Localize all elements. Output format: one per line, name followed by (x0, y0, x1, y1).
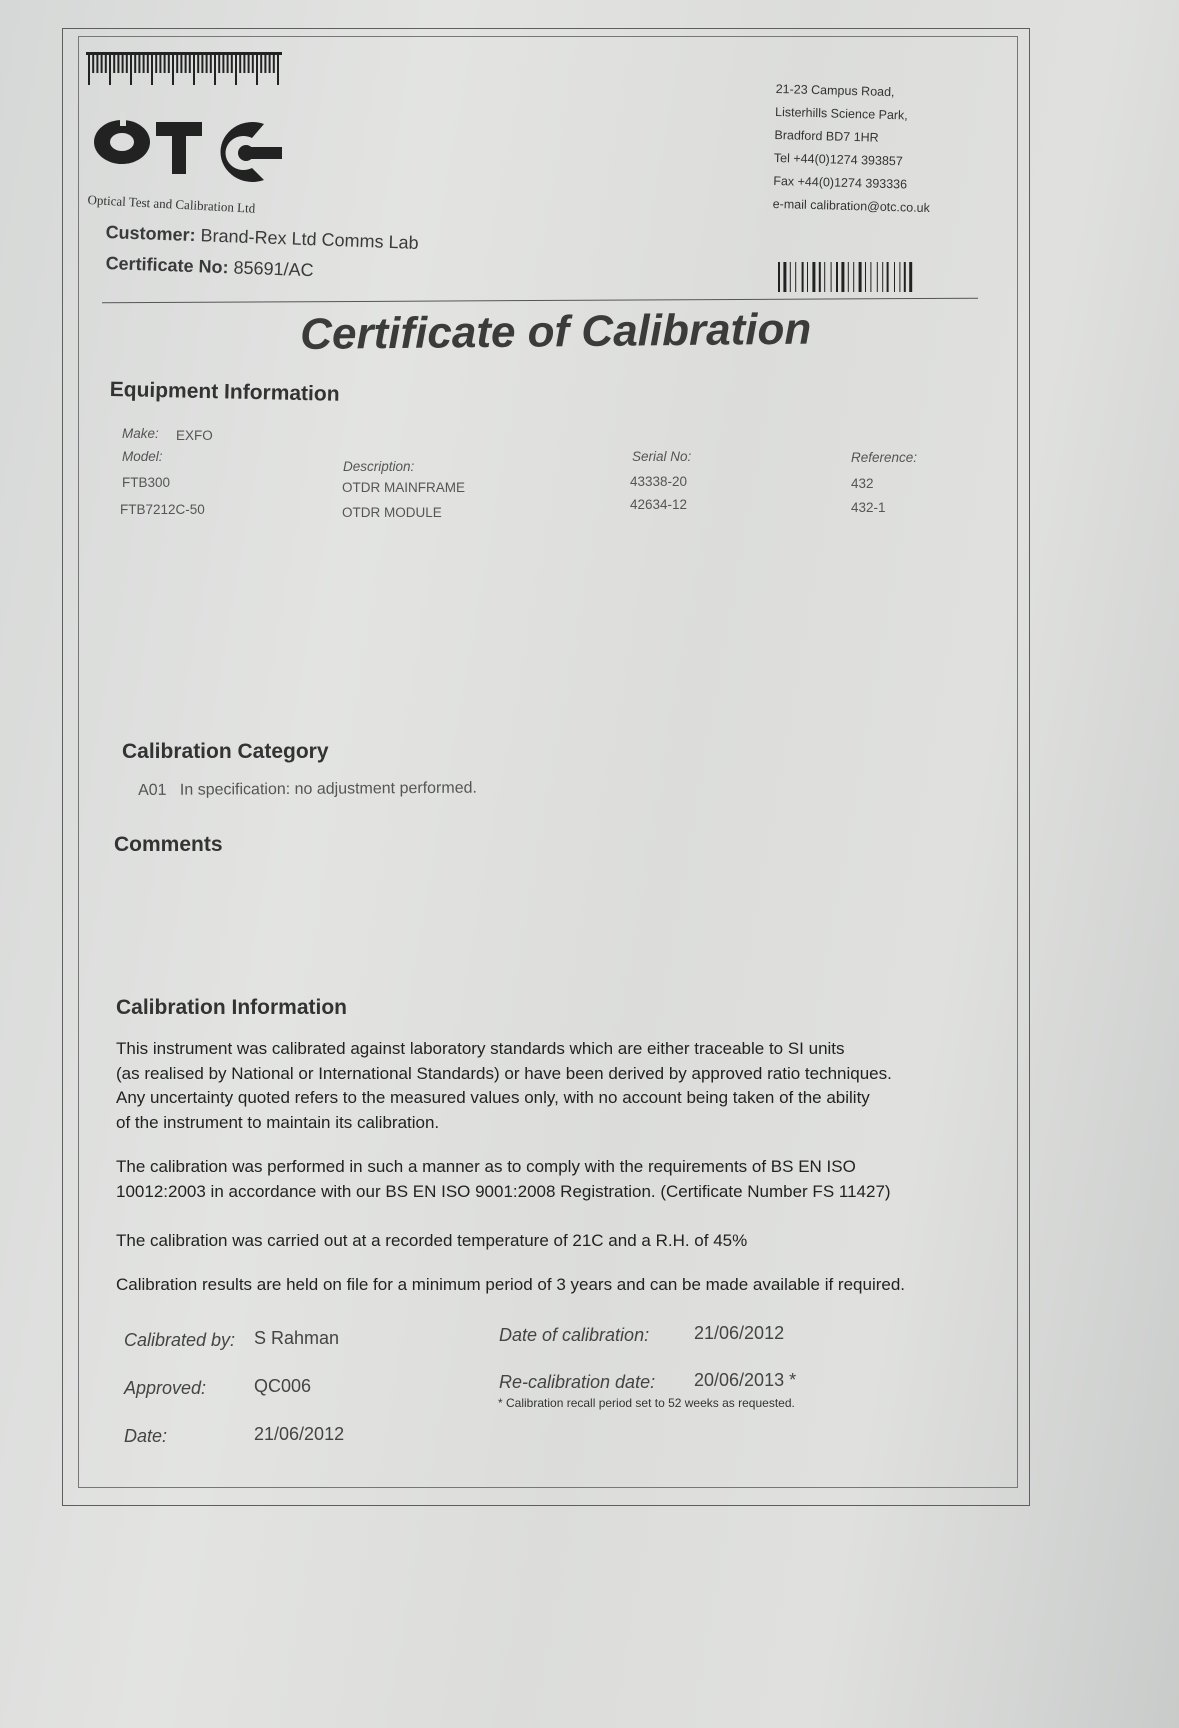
date-label: Date: (124, 1426, 168, 1446)
date-of-calibration-value: 21/06/2012 (694, 1323, 785, 1343)
category-heading: Calibration Category (122, 740, 329, 763)
recalibration-date-label: Re-calibration date: (499, 1372, 656, 1392)
customer-value: Brand-Rex Ltd Comms Lab (200, 225, 419, 253)
address-line: e-mail calibration@otc.co.uk (772, 196, 931, 216)
date-value: 21/06/2012 (254, 1424, 345, 1444)
table-cell-serial: 43338-20 (630, 474, 688, 489)
recalibration-date-value: 20/06/2013 * (694, 1370, 797, 1390)
calibrated-by-value: S Rahman (254, 1328, 340, 1348)
date-of-calibration-label: Date of calibration: (499, 1325, 650, 1345)
equipment-heading: Equipment Information (109, 378, 340, 406)
address-line: Listerhills Science Park, (774, 104, 908, 123)
info-heading: Calibration Information (116, 996, 347, 1019)
comments-heading: Comments (114, 833, 223, 856)
info-paragraph-2 (116, 1155, 996, 1204)
certificate-label: Certificate No: (105, 253, 229, 278)
paragraph-line: This instrument was calibrated against laboratory standards which are either traceable to SI units (116, 1039, 845, 1058)
approved-value: QC006 (254, 1376, 312, 1396)
table-cell-reference: 432-1 (851, 500, 886, 515)
paragraph-line: The calibration was carried out at a recorded temperature of 21C and a R.H. of 45% (116, 1231, 748, 1250)
paragraph-line: Any uncertainty quoted refers to the measured values only, with no account being taken of the ability (116, 1088, 870, 1107)
address-line: 21-23 Campus Road, (775, 81, 895, 100)
paragraph-line: The calibration was performed in such a manner as to comply with the requirements of BS EN ISO (116, 1157, 856, 1176)
recall-note: * Calibration recall period set to 52 weeks as requested. (498, 1396, 795, 1410)
reference-column-header: Reference: (851, 450, 918, 465)
category-text: In specification: no adjustment performed. (179, 779, 477, 799)
paragraph-line: (as realised by National or International Standards) or have been derived by approved ratio techniques. (116, 1063, 892, 1083)
otc-logo (84, 52, 284, 212)
description-column-header: Description: (343, 459, 415, 474)
certificate-value: 85691/AC (233, 257, 314, 281)
table-cell-model: FTB300 (122, 475, 171, 490)
table-cell-description: OTDR MAINFRAME (342, 480, 465, 495)
page-title: Certificate of Calibration (300, 304, 812, 359)
table-cell-serial: 42634-12 (630, 497, 688, 512)
paragraph-line: 10012:2003 in accordance with our BS EN ISO 9001:2008 Registration. (Certificate Number FS 11427) (116, 1181, 891, 1201)
make-label: Make: (122, 426, 159, 441)
category-code: A01 (138, 781, 167, 799)
table-cell-reference: 432 (851, 476, 874, 491)
company-address (772, 78, 933, 220)
category-line (138, 780, 477, 800)
address-line: Bradford BD7 1HR (774, 127, 879, 145)
paragraph-line: of the instrument to maintain its calibration. (116, 1112, 440, 1132)
address-line: Fax +44(0)1274 393336 (773, 173, 908, 192)
info-paragraph-4 (116, 1273, 996, 1298)
table-cell-model: FTB7212C-50 (120, 502, 205, 517)
info-paragraph-1 (116, 1037, 996, 1135)
paragraph-line: Calibration results are held on file for a minimum period of 3 years and can be made available if required. (116, 1275, 906, 1294)
serial-column-header: Serial No: (632, 449, 692, 464)
company-name: Optical Test and Calibration Ltd (87, 192, 256, 216)
barcode (778, 262, 972, 292)
model-column-header: Model: (122, 449, 163, 464)
table-cell-description: OTDR MODULE (342, 505, 442, 520)
info-paragraph-3 (116, 1229, 996, 1254)
calibrated-by-label: Calibrated by: (124, 1330, 236, 1350)
approved-label: Approved: (124, 1378, 207, 1398)
make-value: EXFO (176, 428, 213, 443)
address-line: Tel +44(0)1274 393857 (773, 150, 903, 169)
customer-label: Customer: (105, 222, 196, 246)
